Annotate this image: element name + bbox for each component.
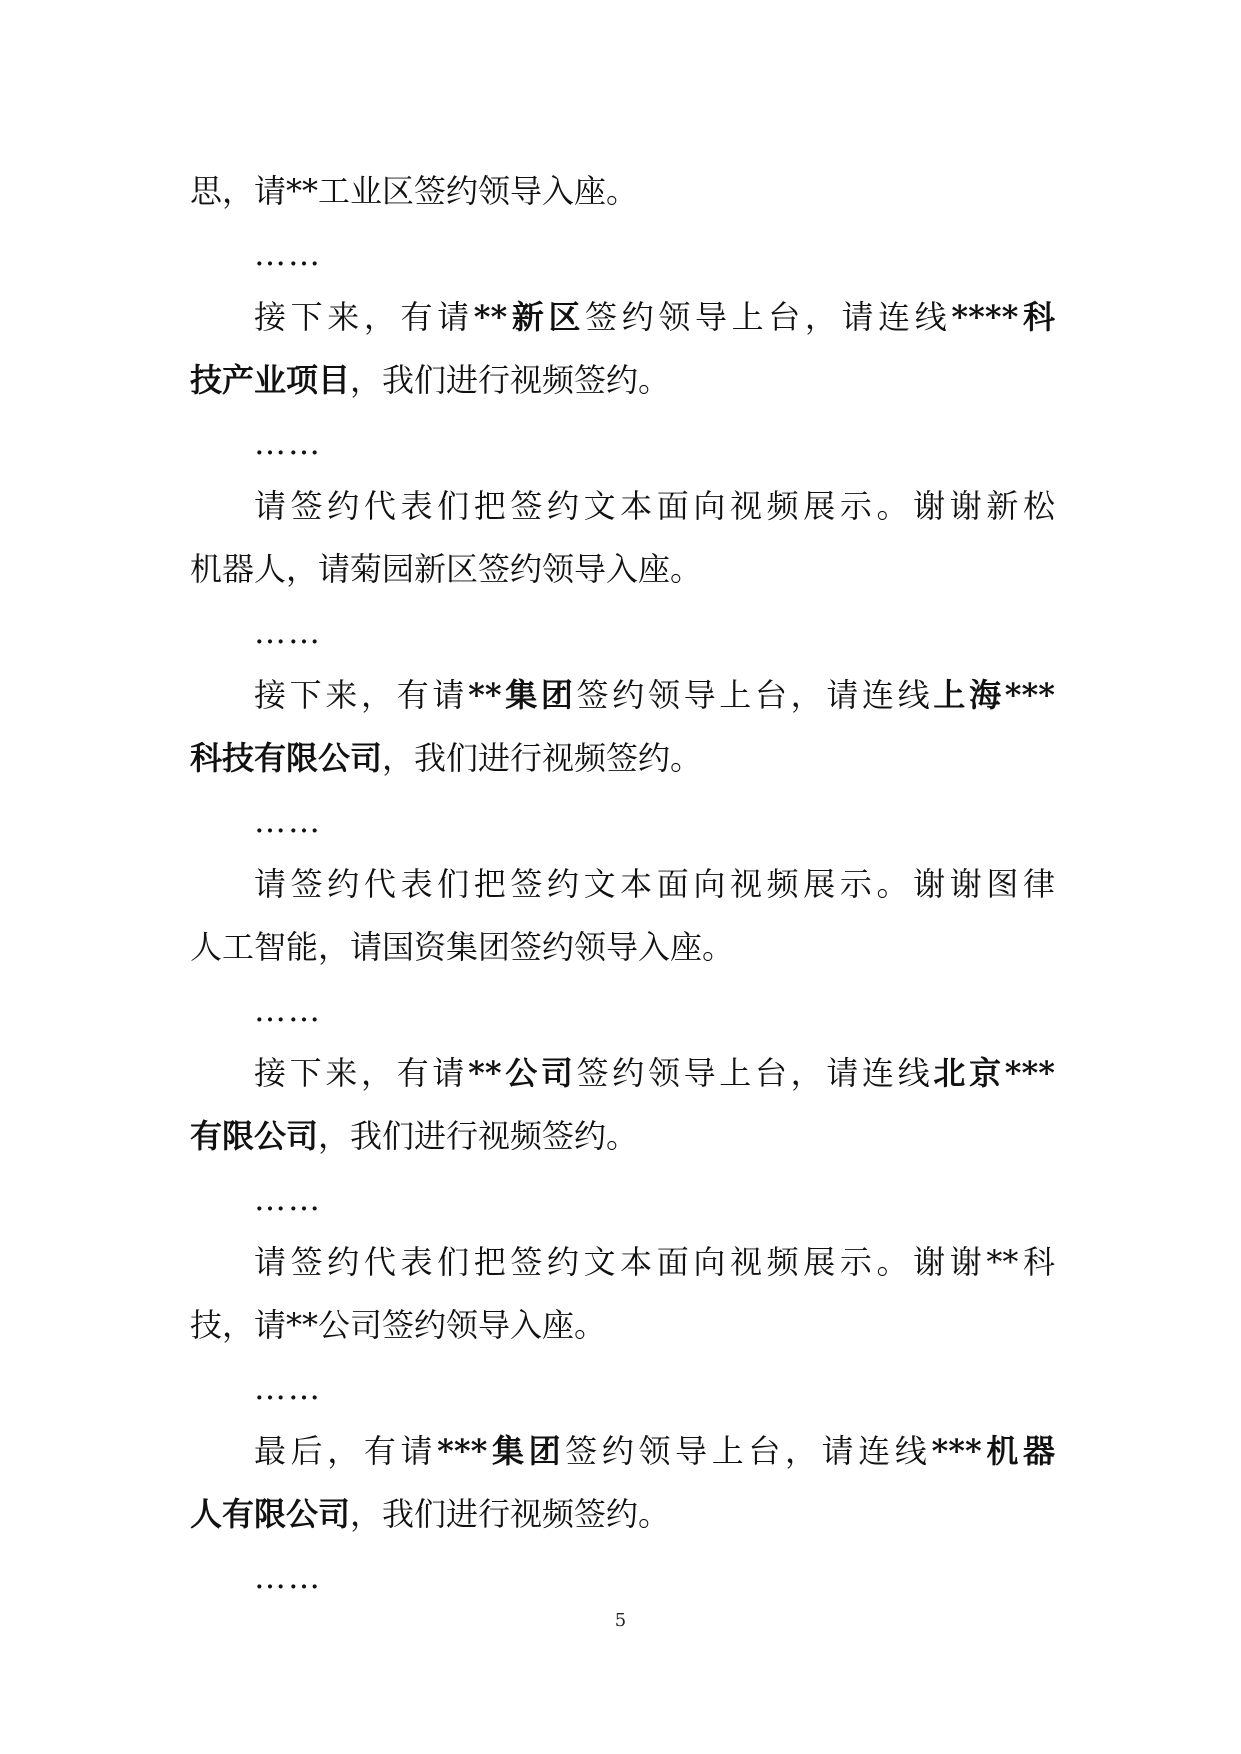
bold-text-segment: **集团 xyxy=(468,676,577,714)
text-segment: 思，请**工业区签约领导入座。 xyxy=(190,172,639,210)
ellipsis-line: …… xyxy=(254,1558,322,1596)
text-line xyxy=(190,1294,1055,1357)
bold-text-segment: 人有限公司 xyxy=(190,1495,351,1533)
paragraph xyxy=(190,1042,1055,1168)
text-segment: ，我们进行视频签约。 xyxy=(382,739,703,777)
bold-text-segment: 科技有限公司 xyxy=(190,739,383,777)
text-line xyxy=(190,1420,1055,1483)
text-segment: ，我们进行视频签约。 xyxy=(350,1495,671,1533)
bold-text-segment: 上海*** xyxy=(933,676,1055,714)
text-segment: ，我们进行视频签约。 xyxy=(318,1117,639,1155)
ellipsis-line: …… xyxy=(254,235,322,273)
paragraph xyxy=(190,160,1055,223)
text-segment: ，我们进行视频签约。 xyxy=(350,361,671,399)
text-line xyxy=(190,286,1055,349)
text-segment: 签约领导上台，请连线 xyxy=(585,298,952,336)
ellipsis-line: …… xyxy=(254,1369,322,1407)
text-segment: 人工智能，请国资集团签约领导入座。 xyxy=(190,928,735,966)
text-line xyxy=(190,160,1055,223)
text-line xyxy=(190,1042,1055,1105)
text-line xyxy=(190,349,1055,412)
text-line xyxy=(190,1105,1055,1168)
ellipsis-line: …… xyxy=(254,613,322,651)
text-segment: 接下来，有请 xyxy=(254,1054,469,1092)
text-segment: 接下来，有请 xyxy=(254,298,474,336)
bold-text-segment: 有限公司 xyxy=(190,1117,319,1155)
text-segment: 最后，有请 xyxy=(254,1432,438,1470)
bold-text-segment: ***机器 xyxy=(931,1432,1055,1470)
ellipsis-line: …… xyxy=(254,802,322,840)
paragraph xyxy=(190,475,1055,601)
bold-text-segment: 北京*** xyxy=(933,1054,1055,1092)
bold-text-segment: ****科 xyxy=(951,298,1055,336)
text-line xyxy=(190,727,1055,790)
bold-text-segment: **新区 xyxy=(473,298,586,336)
text-line xyxy=(190,664,1055,727)
bold-text-segment: ***集团 xyxy=(437,1432,566,1470)
text-line xyxy=(190,538,1055,601)
paragraph xyxy=(190,853,1055,979)
paragraph xyxy=(190,1231,1055,1357)
text-line xyxy=(190,1483,1055,1546)
text-segment: 接下来，有请 xyxy=(254,676,469,714)
bold-text-segment: **公司 xyxy=(468,1054,577,1092)
text-line xyxy=(190,1231,1055,1294)
ellipsis-line: …… xyxy=(254,991,322,1029)
text-line xyxy=(190,475,1055,538)
text-segment: 请签约代表们把签约文本面向视频展示。谢谢新松 xyxy=(254,487,1055,525)
ellipsis-line: …… xyxy=(254,424,322,462)
page-number: 5 xyxy=(614,1610,627,1631)
text-line xyxy=(190,853,1055,916)
ellipsis-line: …… xyxy=(254,1180,322,1218)
text-segment: 签约领导上台，请连线 xyxy=(565,1432,932,1470)
paragraph xyxy=(190,664,1055,790)
document-body xyxy=(190,160,1055,1609)
text-segment: 签约领导上台，请连线 xyxy=(576,676,934,714)
paragraph xyxy=(190,1420,1055,1546)
text-segment: 请签约代表们把签约文本面向视频展示。谢谢**科 xyxy=(254,1243,1055,1281)
bold-text-segment: 技产业项目 xyxy=(190,361,351,399)
text-segment: 签约领导上台，请连线 xyxy=(576,1054,934,1092)
text-segment: 技，请**公司签约领导入座。 xyxy=(190,1306,607,1344)
text-segment: 请签约代表们把签约文本面向视频展示。谢谢图律 xyxy=(254,865,1055,903)
paragraph xyxy=(190,286,1055,412)
text-segment: 机器人，请菊园新区签约领导入座。 xyxy=(190,550,703,588)
text-line xyxy=(190,916,1055,979)
